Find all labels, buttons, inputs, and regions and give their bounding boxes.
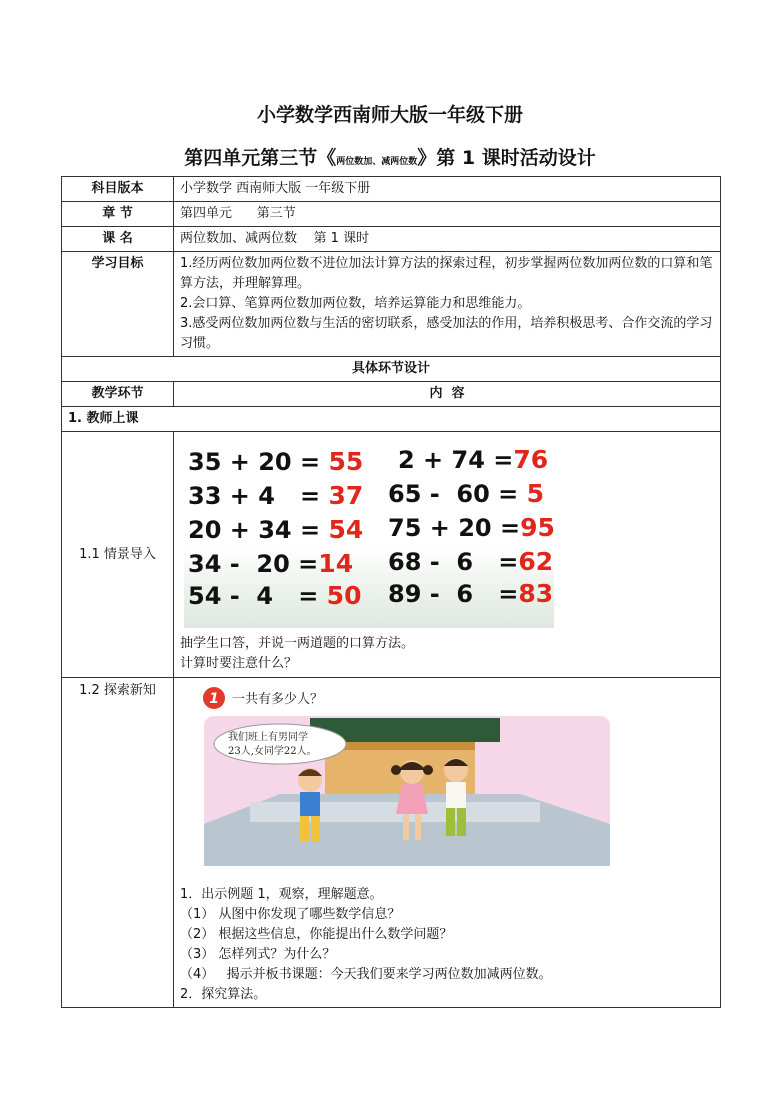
stage1-note: 计算时要注意什么？ bbox=[180, 656, 298, 671]
equation: 68 - 6 =62 bbox=[388, 547, 554, 576]
goals-content bbox=[174, 252, 721, 357]
equation: 33 + 4 = 37 bbox=[188, 481, 364, 510]
equation: 2 + 74 =76 bbox=[398, 445, 549, 474]
document-subtitle bbox=[0, 143, 780, 170]
equation: 54 - 4 = 50 bbox=[188, 581, 362, 610]
step-item: 2．探究算法。 bbox=[180, 987, 267, 1002]
equation: 65 - 60 = 5 bbox=[388, 479, 545, 508]
lesson-plan-table bbox=[61, 176, 721, 1008]
design-header: 具体环节设计 bbox=[62, 357, 721, 382]
row-design-header bbox=[62, 357, 721, 382]
goal-item: 1.经历两位数加两位数不进位加法计算方法的探索过程，初步掌握两位数加两位数的口算和笔算方法，并理解算理。 bbox=[180, 256, 713, 291]
chapter-label: 章 节 bbox=[62, 202, 174, 227]
col-stage-header: 教学环节 bbox=[62, 382, 174, 407]
speech-text: 我们班上有男同学 bbox=[228, 732, 308, 743]
row-stage2 bbox=[62, 678, 721, 1008]
row-stage1 bbox=[62, 432, 721, 678]
speech-bubble bbox=[214, 724, 346, 764]
stage2-label: 1.2 探索新知 bbox=[62, 678, 174, 1008]
equation: 20 + 34 = 54 bbox=[188, 515, 364, 544]
math-drill-image bbox=[184, 445, 555, 628]
goal-item: 3.感受两位数加两位数与生活的密切联系，感受加法的作用，培养积极思考、合作交流的学习习惯。 bbox=[180, 316, 713, 351]
subject-value: 小学数学 西南师大版 一年级下册 bbox=[174, 177, 721, 202]
row-goals bbox=[62, 252, 721, 357]
speech-text: 23人,女同学22人。 bbox=[228, 746, 317, 757]
lesson-label: 课 名 bbox=[62, 227, 174, 252]
row-chapter bbox=[62, 202, 721, 227]
chapter-value: 第四单元 第三节 bbox=[174, 202, 721, 227]
section1-title: 1. 教师上课 bbox=[62, 407, 721, 432]
document-title: 小学数学西南师大版一年级下册 bbox=[256, 104, 523, 126]
row-column-headers bbox=[62, 382, 721, 407]
step-item: （4） 揭示并板书课题：今天我们要来学习两位数加减两位数。 bbox=[180, 967, 552, 982]
example-badge-number: 1 bbox=[209, 691, 219, 707]
subtitle-small: 两位数加、减两位数 bbox=[336, 157, 418, 167]
subtitle-part-a: 第四单元第三节《 bbox=[184, 147, 337, 169]
goal-item: 2.会口算、笔算两位数加两位数，培养运算能力和思维能力。 bbox=[180, 296, 531, 311]
stage1-note: 抽学生口答，并说一两道题的口算方法。 bbox=[180, 636, 415, 651]
step-item: （3） 怎样列式？为什么？ bbox=[180, 947, 336, 962]
stage1-content bbox=[174, 432, 721, 678]
row-section1 bbox=[62, 407, 721, 432]
lesson-value: 两位数加、减两位数 第 1 课时 bbox=[174, 227, 721, 252]
scene-question: 一共有多少人？ bbox=[232, 692, 324, 707]
equation: 34 - 20 =14 bbox=[188, 549, 354, 578]
stage1-label: 1.1 情景导入 bbox=[62, 432, 174, 678]
step-item: （2） 根据这些信息，你能提出什么数学问题？ bbox=[180, 927, 453, 942]
subject-label: 科目版本 bbox=[62, 177, 174, 202]
row-lesson bbox=[62, 227, 721, 252]
classroom-illustration bbox=[190, 684, 610, 872]
row-subject bbox=[62, 177, 721, 202]
col-content-header: 内 容 bbox=[174, 382, 721, 407]
goals-label: 学习目标 bbox=[62, 252, 174, 357]
equation: 35 + 20 = 55 bbox=[188, 447, 364, 476]
step-item: 1．出示例题 1，观察，理解题意。 bbox=[180, 887, 383, 902]
stage2-content bbox=[174, 678, 721, 1008]
step-item: （1） 从图中你发现了哪些数学信息？ bbox=[180, 907, 401, 922]
subtitle-part-b: 》第 1 课时活动设计 bbox=[417, 147, 596, 169]
equation: 89 - 6 =83 bbox=[388, 579, 554, 608]
equation: 75 + 20 =95 bbox=[388, 513, 555, 542]
